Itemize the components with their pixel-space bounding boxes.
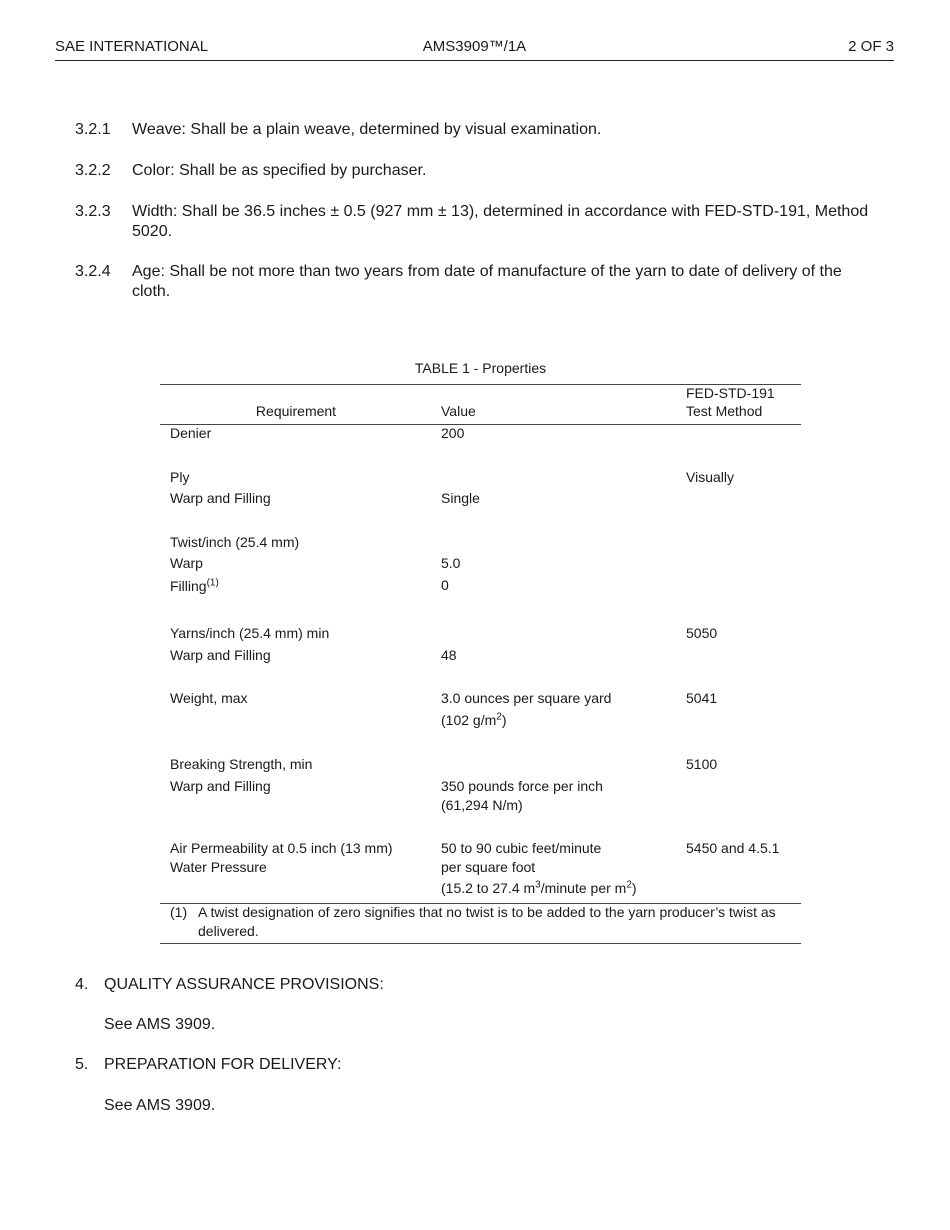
cell-breaking: Breaking Strength, min	[170, 756, 313, 772]
column-header-requirement: Requirement	[255, 403, 337, 419]
weight-metric: (102 g/m	[441, 712, 497, 728]
section-body: See AMS 3909.	[104, 1097, 216, 1114]
cell-denier-value: 200	[441, 425, 465, 441]
paragraph-3-2-4	[75, 262, 875, 302]
section-number: 5.	[75, 1056, 89, 1073]
header-doc-id: AMS3909™/1A	[422, 38, 527, 55]
paragraph-number: 3.2.1	[75, 121, 111, 138]
paragraph-3-2-2	[75, 161, 875, 181]
footnote-ref: (1)	[206, 577, 219, 589]
cell-weight-value-line2	[441, 711, 506, 730]
cell-yarns: Yarns/inch (25.4 mm) min	[170, 625, 330, 641]
cell-ply: Ply	[170, 469, 190, 485]
cell-ply-warp-filling: Warp and Filling	[170, 490, 271, 506]
table-bottom-rule	[160, 943, 801, 944]
cell-ply-value: Single	[441, 490, 480, 506]
air-superscript-2: 2	[626, 879, 632, 891]
header-page-number: 2 OF 3	[848, 38, 894, 55]
footnote-text: A twist designation of zero signifies that no twist is to be added to the yarn producer’s twist as delivered.	[198, 904, 776, 939]
paragraph-number: 3.2.4	[75, 263, 111, 280]
header-org: SAE INTERNATIONAL	[55, 38, 209, 55]
weight-metric-close: )	[501, 712, 507, 728]
cell-air-value-line1: 50 to 90 cubic feet/minute	[441, 840, 602, 856]
paragraph-text: Width: Shall be 36.5 inches ± 0.5 (927 mm ± 13), determined in accordance with FED-STD-191, Method 5020.	[132, 203, 869, 240]
cell-twist-warp-value: 5.0	[441, 555, 461, 571]
cell-weight: Weight, max	[170, 690, 248, 706]
air-metric-a: (15.2 to 27.4 m	[441, 880, 536, 896]
cell-breaking-value-line2: (61,294 N/m)	[441, 797, 523, 813]
cell-air-value-line2: per square foot	[441, 859, 536, 875]
air-metric-b: /minute per m	[540, 880, 627, 896]
footnote-index: (1)	[170, 904, 188, 920]
table-caption: TABLE 1 - Properties	[414, 360, 547, 376]
air-metric-c: )	[631, 880, 637, 896]
column-header-method-line1: FED-STD-191	[686, 385, 775, 401]
cell-yarns-warp-filling: Warp and Filling	[170, 647, 271, 663]
cell-weight-value-line1: 3.0 ounces per square yard	[441, 690, 612, 706]
paragraph-text: Color: Shall be as specified by purchaser.	[132, 162, 427, 179]
cell-air-line2: Water Pressure	[170, 859, 267, 875]
properties-table	[160, 384, 801, 944]
cell-air-line1: Air Permeability at 0.5 inch (13 mm)	[170, 840, 393, 856]
cell-air-method: 5450 and 4.5.1	[686, 840, 780, 856]
column-header-method-line2: Test Method	[686, 403, 763, 419]
section-body: See AMS 3909.	[104, 1016, 216, 1033]
cell-twist-filling-value: 0	[441, 577, 449, 593]
cell-yarns-method: 5050	[686, 625, 718, 641]
cell-weight-method: 5041	[686, 690, 718, 706]
twist-filling-label: Filling	[170, 578, 207, 594]
cell-air-value-line3	[441, 879, 637, 898]
cell-breaking-value-line1: 350 pounds force per inch	[441, 778, 603, 794]
air-superscript-3: 3	[535, 879, 541, 891]
weight-superscript: 2	[496, 711, 502, 723]
table-header-rule	[160, 424, 801, 425]
column-header-value: Value	[441, 403, 476, 419]
cell-denier: Denier	[170, 425, 212, 441]
section-title: QUALITY ASSURANCE PROVISIONS:	[104, 976, 384, 993]
cell-breaking-method: 5100	[686, 756, 718, 772]
cell-breaking-warp-filling: Warp and Filling	[170, 778, 271, 794]
page-header	[55, 38, 894, 61]
cell-twist-warp: Warp	[170, 555, 203, 571]
paragraph-number: 3.2.3	[75, 203, 111, 220]
cell-twist: Twist/inch (25.4 mm)	[170, 534, 300, 550]
section-title: PREPARATION FOR DELIVERY:	[104, 1056, 342, 1073]
paragraph-3-2-1	[75, 120, 875, 140]
cell-twist-filling	[170, 577, 219, 596]
paragraph-number: 3.2.2	[75, 162, 111, 179]
cell-ply-method: Visually	[686, 469, 734, 485]
section-number: 4.	[75, 976, 89, 993]
paragraph-text: Weave: Shall be a plain weave, determined by visual examination.	[132, 121, 602, 138]
cell-yarns-value: 48	[441, 647, 457, 663]
paragraph-text: Age: Shall be not more than two years from date of manufacture of the yarn to date of delivery of the cloth.	[132, 263, 842, 300]
paragraph-3-2-3	[75, 202, 875, 242]
